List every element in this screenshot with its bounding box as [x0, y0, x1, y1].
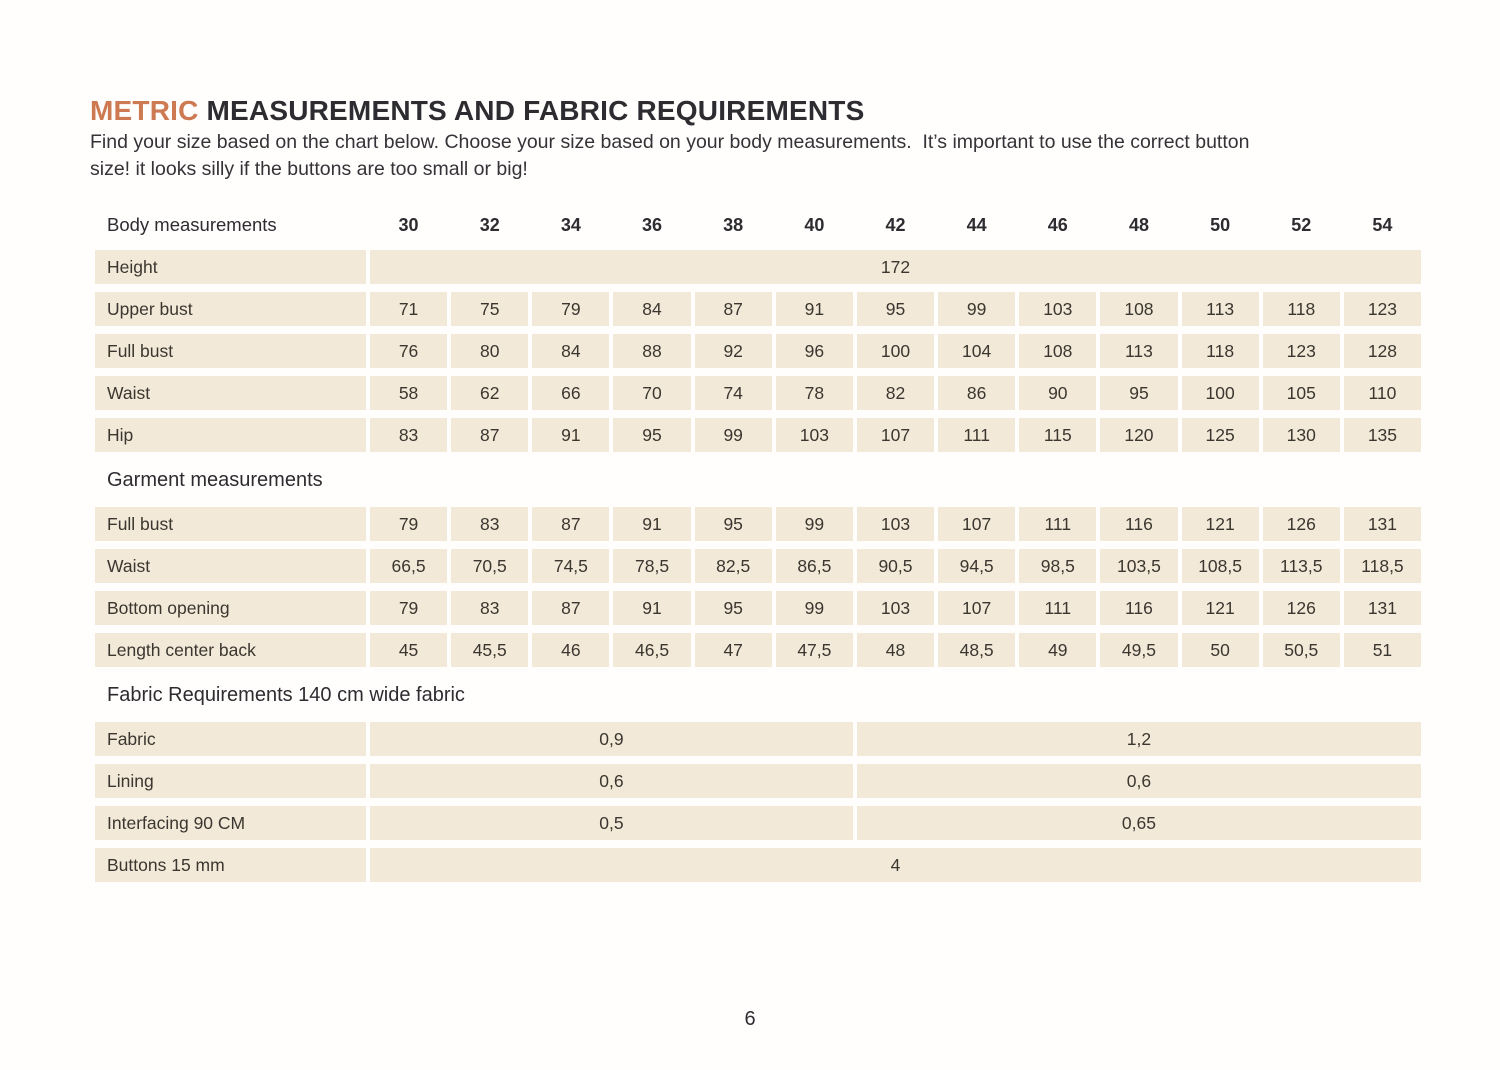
size-column-header: 36	[642, 214, 663, 235]
value-cell: 121	[1182, 507, 1259, 541]
value-cell: 105	[1263, 376, 1340, 410]
value-cell: 49,5	[1100, 633, 1177, 667]
value-cell: 80	[451, 334, 528, 368]
table-row	[95, 507, 1421, 541]
table-row	[95, 764, 1421, 798]
value-cell: 79	[370, 591, 447, 625]
value-cell: 113	[1182, 292, 1259, 326]
size-column-header: 42	[885, 214, 906, 235]
value-cell: 116	[1100, 507, 1177, 541]
value-cell: 79	[532, 292, 609, 326]
row-label: Interfacing 90 CM	[95, 806, 366, 840]
value-cell: 123	[1344, 292, 1421, 326]
table-row	[95, 806, 1421, 840]
value-cell: 103	[857, 507, 934, 541]
value-cell: 99	[776, 507, 853, 541]
value-cell: 103	[857, 591, 934, 625]
title-rest: MEASUREMENTS AND FABRIC REQUIREMENTS	[198, 95, 865, 126]
value-cell: 126	[1263, 591, 1340, 625]
value-cell: 70,5	[451, 549, 528, 583]
value-cell: 95	[613, 418, 690, 452]
value-cell: 115	[1019, 418, 1096, 452]
value-cell: 95	[695, 591, 772, 625]
value-cell: 98,5	[1019, 549, 1096, 583]
title-accent: METRIC	[90, 95, 199, 126]
value-cell: 62	[451, 376, 528, 410]
table-row	[95, 292, 1421, 326]
value-cell: 83	[451, 591, 528, 625]
size-column-header: 32	[479, 214, 500, 235]
size-column-header: 52	[1291, 214, 1312, 235]
value-cell: 120	[1100, 418, 1177, 452]
value-cell: 58	[370, 376, 447, 410]
value-cell: 116	[1100, 591, 1177, 625]
value-cell: 74	[695, 376, 772, 410]
value-cell: 84	[532, 334, 609, 368]
measurement-table	[95, 208, 1421, 890]
value-cell: 90	[1019, 376, 1096, 410]
row-label: Bottom opening	[95, 591, 366, 625]
value-cell: 128	[1344, 334, 1421, 368]
value-cell: 70	[613, 376, 690, 410]
intro-line-2: size! it looks silly if the buttons are too small or big!	[90, 158, 528, 180]
row-label: Waist	[95, 376, 366, 410]
value-cell: 47	[695, 633, 772, 667]
value-cell: 104	[938, 334, 1015, 368]
value-cell: 90,5	[857, 549, 934, 583]
value-cell: 113,5	[1263, 549, 1340, 583]
value-cell: 78,5	[613, 549, 690, 583]
value-cell: 103	[1019, 292, 1096, 326]
table-row	[95, 722, 1421, 756]
table-row	[95, 418, 1421, 452]
row-label: Hip	[95, 418, 366, 452]
page-number: 6	[744, 1008, 756, 1030]
value-cell: 108	[1100, 292, 1177, 326]
span-value-cell: 4	[370, 848, 1421, 882]
table-row	[95, 591, 1421, 625]
value-cell: 121	[1182, 591, 1259, 625]
table-row	[95, 633, 1421, 667]
table-row	[95, 848, 1421, 882]
value-cell: 95	[1100, 376, 1177, 410]
row-label: Waist	[95, 549, 366, 583]
table-row	[95, 250, 1421, 284]
value-cell: 48	[857, 633, 934, 667]
value-cell: 76	[370, 334, 447, 368]
value-cell: 75	[451, 292, 528, 326]
value-cell: 111	[1019, 507, 1096, 541]
value-cell: 91	[613, 507, 690, 541]
value-cell: 83	[451, 507, 528, 541]
value-cell: 118	[1263, 292, 1340, 326]
value-cell: 99	[776, 591, 853, 625]
value-cell: 135	[1344, 418, 1421, 452]
row-label: Fabric	[95, 722, 366, 756]
split-value-cell-right: 0,6	[857, 764, 1421, 798]
table-header-row	[95, 208, 1421, 242]
value-cell: 88	[613, 334, 690, 368]
split-value-cell-right: 0,65	[857, 806, 1421, 840]
size-column-header: 48	[1128, 214, 1149, 235]
table-row	[95, 549, 1421, 583]
value-cell: 87	[695, 292, 772, 326]
value-cell: 87	[532, 591, 609, 625]
span-value-cell: 172	[370, 250, 1421, 284]
value-cell: 131	[1344, 591, 1421, 625]
value-cell: 50,5	[1263, 633, 1340, 667]
value-cell: 84	[613, 292, 690, 326]
split-value-cell-left: 0,5	[370, 806, 853, 840]
value-cell: 94,5	[938, 549, 1015, 583]
value-cell: 45	[370, 633, 447, 667]
value-cell: 87	[532, 507, 609, 541]
row-label: Length center back	[95, 633, 366, 667]
value-cell: 82	[857, 376, 934, 410]
section-header: Fabric Requirements 140 cm wide fabric	[107, 683, 465, 706]
table-row	[95, 376, 1421, 410]
value-cell: 95	[857, 292, 934, 326]
value-cell: 108	[1019, 334, 1096, 368]
value-cell: 87	[451, 418, 528, 452]
value-cell: 99	[938, 292, 1015, 326]
size-column-header: 34	[560, 214, 581, 235]
section-header: Garment measurements	[107, 468, 323, 491]
size-column-header: 30	[398, 214, 419, 235]
value-cell: 110	[1344, 376, 1421, 410]
value-cell: 49	[1019, 633, 1096, 667]
value-cell: 47,5	[776, 633, 853, 667]
value-cell: 118,5	[1344, 549, 1421, 583]
value-cell: 131	[1344, 507, 1421, 541]
value-cell: 95	[695, 507, 772, 541]
value-cell: 82,5	[695, 549, 772, 583]
value-cell: 103	[776, 418, 853, 452]
split-value-cell-left: 0,6	[370, 764, 853, 798]
value-cell: 50	[1182, 633, 1259, 667]
value-cell: 46,5	[613, 633, 690, 667]
value-cell: 100	[1182, 376, 1259, 410]
value-cell: 107	[938, 591, 1015, 625]
value-cell: 91	[613, 591, 690, 625]
table-row	[95, 334, 1421, 368]
size-column-header: 46	[1047, 214, 1068, 235]
value-cell: 83	[370, 418, 447, 452]
value-cell: 100	[857, 334, 934, 368]
value-cell: 107	[938, 507, 1015, 541]
value-cell: 107	[857, 418, 934, 452]
value-cell: 113	[1100, 334, 1177, 368]
value-cell: 96	[776, 334, 853, 368]
value-cell: 123	[1263, 334, 1340, 368]
row-label: Full bust	[95, 507, 366, 541]
value-cell: 111	[1019, 591, 1096, 625]
value-cell: 79	[370, 507, 447, 541]
value-cell: 126	[1263, 507, 1340, 541]
value-cell: 46	[532, 633, 609, 667]
size-column-header: 50	[1210, 214, 1231, 235]
size-column-header: 54	[1372, 214, 1393, 235]
row-label: Full bust	[95, 334, 366, 368]
value-cell: 130	[1263, 418, 1340, 452]
value-cell: 45,5	[451, 633, 528, 667]
value-cell: 74,5	[532, 549, 609, 583]
value-cell: 111	[938, 418, 1015, 452]
split-value-cell-right: 1,2	[857, 722, 1421, 756]
intro-line-1: Find your size based on the chart below. Choose your size based on your body measurements. It’s important to use the correct button	[90, 131, 1250, 153]
size-column-header: 40	[804, 214, 825, 235]
value-cell: 92	[695, 334, 772, 368]
value-cell: 125	[1182, 418, 1259, 452]
row-label: Height	[95, 250, 366, 284]
page-title	[90, 95, 864, 127]
value-cell: 108,5	[1182, 549, 1259, 583]
value-cell: 66,5	[370, 549, 447, 583]
intro-text	[90, 129, 1249, 183]
value-cell: 86,5	[776, 549, 853, 583]
size-column-header: 44	[966, 214, 987, 235]
value-cell: 91	[532, 418, 609, 452]
split-value-cell-left: 0,9	[370, 722, 853, 756]
column-header-label: Body measurements	[107, 214, 277, 235]
row-label: Upper bust	[95, 292, 366, 326]
value-cell: 51	[1344, 633, 1421, 667]
value-cell: 91	[776, 292, 853, 326]
value-cell: 48,5	[938, 633, 1015, 667]
size-column-header: 38	[723, 214, 744, 235]
value-cell: 66	[532, 376, 609, 410]
row-label: Lining	[95, 764, 366, 798]
value-cell: 78	[776, 376, 853, 410]
value-cell: 86	[938, 376, 1015, 410]
value-cell: 118	[1182, 334, 1259, 368]
row-label: Buttons 15 mm	[95, 848, 366, 882]
value-cell: 71	[370, 292, 447, 326]
value-cell: 103,5	[1100, 549, 1177, 583]
value-cell: 99	[695, 418, 772, 452]
